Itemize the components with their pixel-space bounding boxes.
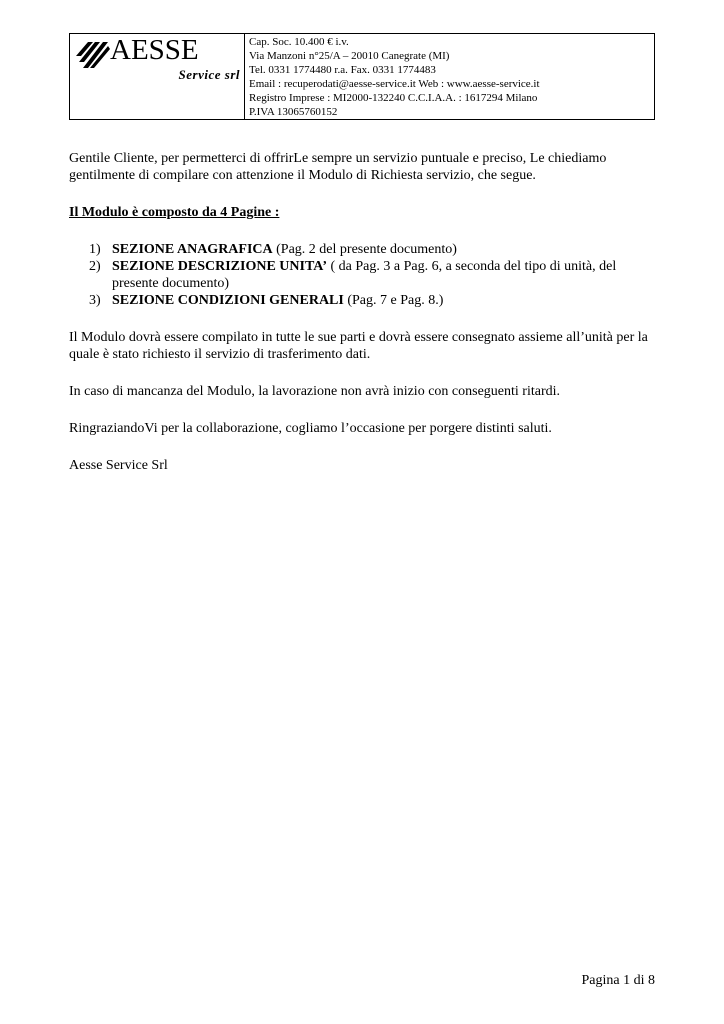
list-number: 1) [89,242,101,257]
company-info [245,34,654,119]
letter-body [69,150,659,474]
section-title: SEZIONE CONDIZIONI GENERALI [112,293,344,308]
list-item [69,258,659,292]
list-number: 3) [89,293,101,308]
section-detail: ( da Pag. 3 a Pag. 6, a seconda del tipo di unità, del presente documento) [112,259,617,291]
logo-stripes-icon [76,38,112,68]
intro-paragraph: Gentile Cliente, per permetterci di offrirLe sempre un servizio puntuale e preciso, Le chiediamo gentilmente di compilare con attenzione il Modulo di Richiesta servizio, che segue. [69,151,607,183]
logo-subtitle: Service srl [178,67,240,82]
letterhead [69,33,655,120]
section-title: SEZIONE ANAGRAFICA [112,242,273,257]
company-logo [70,34,245,119]
info-capital: Cap. Soc. 10.400 € i.v. [249,36,349,48]
section-detail: (Pag. 2 del presente documento) [272,242,457,257]
sections-list [69,241,659,309]
section-title: SEZIONE DESCRIZIONE UNITA’ [112,259,327,274]
list-item [69,241,659,258]
info-address: Via Manzoni n°25/A – 20010 Canegrate (MI) [249,50,450,62]
info-phone-fax: Tel. 0331 1774480 r.a. Fax. 0331 1774483 [249,64,436,76]
info-vat: P.IVA 13065760152 [249,106,338,118]
list-number: 2) [89,259,101,274]
signature: Aesse Service Srl [69,458,168,473]
info-email-web: Email : recuperodati@aesse-service.it Web : www.aesse-service.it [249,78,540,90]
missing-module-paragraph: In caso di mancanza del Modulo, la lavorazione non avrà inizio con conseguenti ritardi. [69,384,560,399]
module-heading: Il Modulo è composto da 4 Pagine : [69,205,280,220]
info-registry: Registro Imprese : MI2000-132240 C.C.I.A.A. : 1617294 Milano [249,92,538,104]
compile-paragraph: Il Modulo dovrà essere compilato in tutte le sue parti e dovrà essere consegnato assieme all’unità per la quale è stato richiesto il servizio di trasferimento dati. [69,330,648,362]
logo-name: AESSE [110,34,199,66]
list-item [69,292,659,309]
thanks-paragraph: RingraziandoVi per la collaborazione, cogliamo l’occasione per porgere distinti saluti. [69,421,552,436]
page-number: Pagina 1 di 8 [581,973,655,988]
section-detail: (Pag. 7 e Pag. 8.) [343,293,444,308]
